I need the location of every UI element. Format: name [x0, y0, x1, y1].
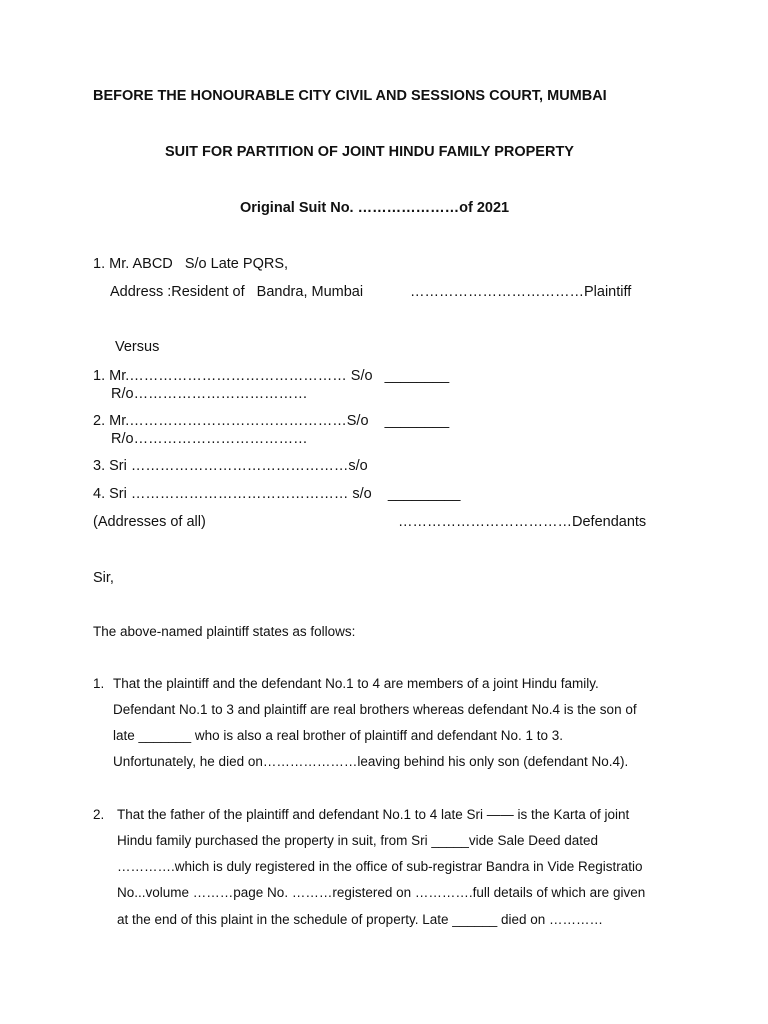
paragraph-line: Unfortunately, he died on…………………leaving behind his only son (defendant No.4). — [113, 754, 629, 769]
versus-label: Versus — [115, 339, 160, 355]
intro-statement: The above-named plaintiff states as follows: — [93, 624, 356, 639]
defendant-4-line: 4. Sri ……………………………………… s/o _________ — [93, 486, 461, 502]
suit-number: Original Suit No. …………………of 2021 — [240, 200, 510, 216]
defendant-1-line: 1. Mr.……………………………………… S/o ________ — [93, 368, 450, 384]
paragraph-line: ………….which is duly registered in the office of sub-registrar Bandra in Vide Registratio — [117, 859, 643, 874]
plaintiff-name-line: 1. Mr. ABCD S/o Late PQRS, — [93, 256, 289, 272]
paragraph-line: Defendant No.1 to 3 and plaintiff are real brothers whereas defendant No.4 is the son of — [113, 702, 637, 717]
defendant-2-residence: R/o……………………………… — [111, 431, 308, 447]
addresses-note: (Addresses of all) — [93, 514, 206, 530]
paragraph-line: late _______ who is also a real brother of plaintiff and defendant No. 1 to 3. — [113, 728, 564, 743]
plaintiff-designation: ………………………………Plaintiff — [410, 284, 632, 300]
paragraph-line: Hindu family purchased the property in suit, from Sri _____vide Sale Deed dated — [117, 833, 599, 848]
paragraph-line: No...volume ………page No. ………registered on ………….full details of which are given — [117, 885, 646, 900]
suit-title: SUIT FOR PARTITION OF JOINT HINDU FAMILY PROPERTY — [165, 144, 574, 160]
paragraph-number: 1. — [93, 676, 105, 691]
paragraph-line: That the father of the plaintiff and defendant No.1 to 4 late Sri —— is the Karta of joint — [117, 807, 630, 822]
defendant-2-line: 2. Mr.………………………………………S/o ________ — [93, 413, 450, 429]
plaintiff-address: Address :Resident of Bandra, Mumbai — [110, 284, 364, 300]
court-heading: BEFORE THE HONOURABLE CITY CIVIL AND SESSIONS COURT, MUMBAI — [93, 88, 607, 104]
paragraph-line: That the plaintiff and the defendant No.1 to 4 are members of a joint Hindu family. — [113, 676, 599, 691]
defendant-3-line: 3. Sri ………………………………………s/o — [93, 458, 368, 474]
defendant-1-residence: R/o……………………………… — [111, 386, 308, 402]
paragraph-number: 2. — [93, 807, 105, 822]
paragraph-line: at the end of this plaint in the schedule of property. Late ______ died on ………… — [117, 912, 604, 927]
defendants-designation: ………………………………Defendants — [398, 514, 647, 530]
salutation: Sir, — [93, 570, 114, 586]
